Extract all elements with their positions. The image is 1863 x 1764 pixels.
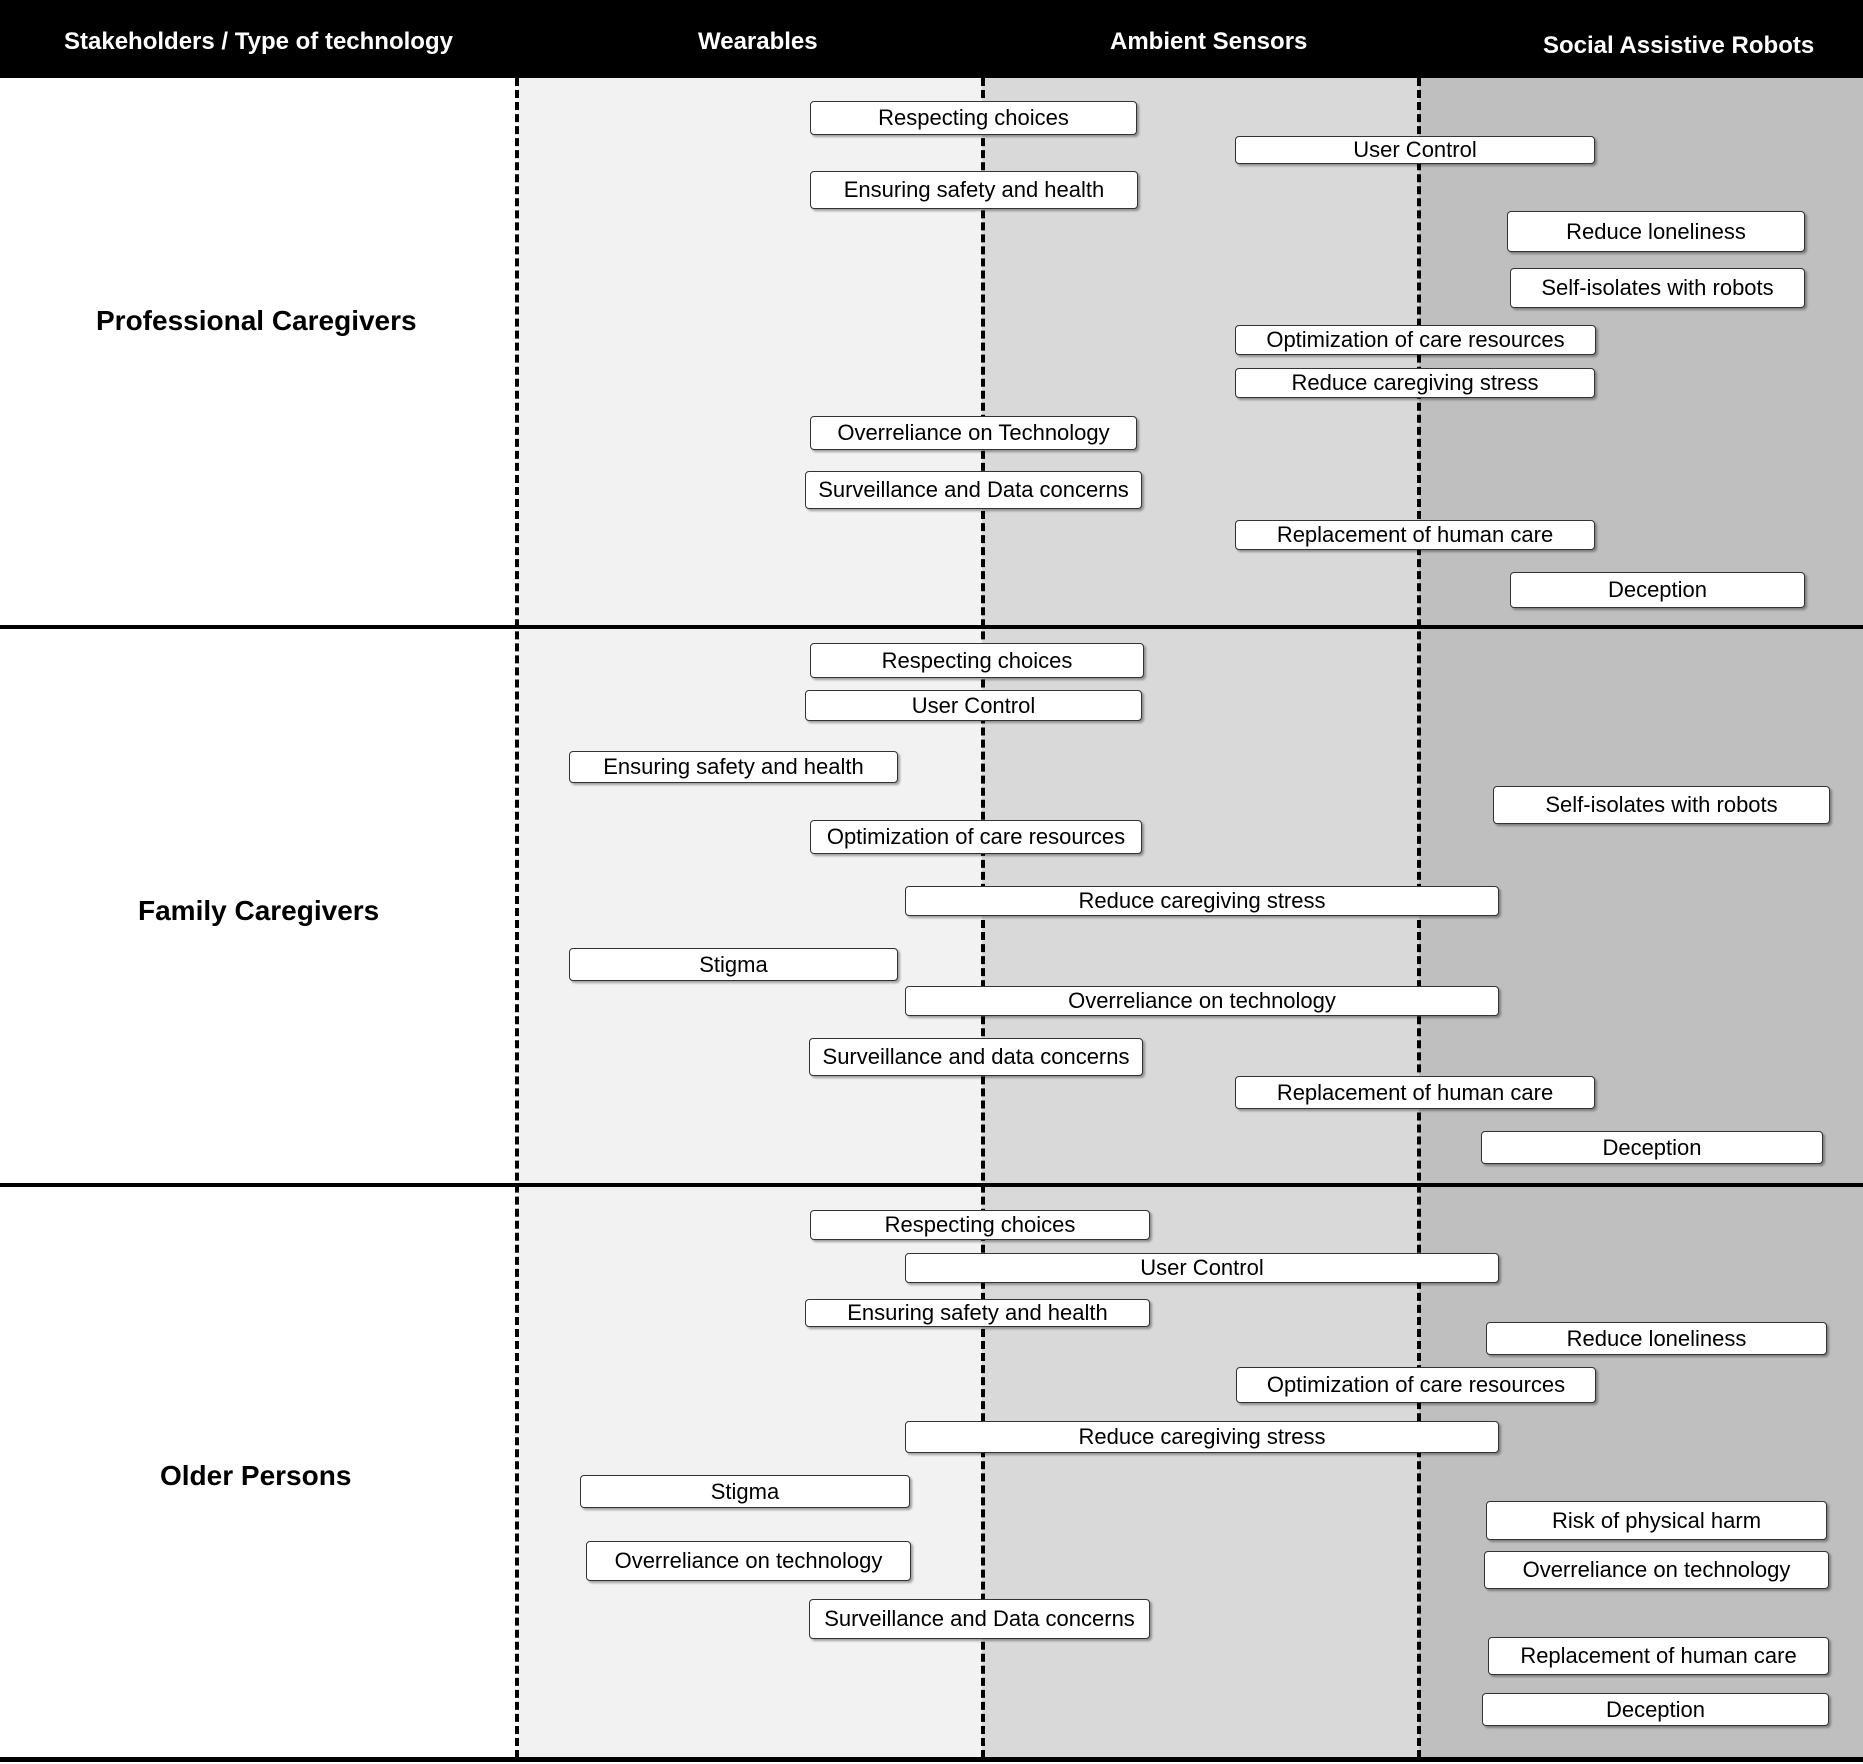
tag-reduce-caregiving-stress: Reduce caregiving stress: [905, 886, 1499, 916]
tag-surveillance-and-data-concerns: Surveillance and Data concerns: [809, 1599, 1150, 1639]
tag-user-control: User Control: [805, 690, 1142, 721]
robots-header: Social Assistive Robots: [1543, 32, 1815, 59]
wearables-ambient-divider: [981, 78, 985, 1758]
row-label-professional-caregivers: Professional Caregivers: [96, 305, 417, 336]
tag-stigma: Stigma: [580, 1475, 910, 1508]
tag-user-control: User Control: [1235, 136, 1595, 164]
tag-replacement-of-human-care: Replacement of human care: [1235, 1076, 1595, 1109]
tag-replacement-of-human-care: Replacement of human care: [1235, 520, 1595, 550]
tag-replacement-of-human-care: Replacement of human care: [1488, 1637, 1829, 1675]
tag-deception: Deception: [1481, 1131, 1823, 1164]
tag-ensuring-safety-and-health: Ensuring safety and health: [805, 1299, 1150, 1327]
tag-self-isolates-with-robots: Self-isolates with robots: [1510, 268, 1805, 308]
tag-respecting-choices: Respecting choices: [810, 1210, 1150, 1240]
tag-reduce-caregiving-stress: Reduce caregiving stress: [1235, 368, 1595, 398]
tag-optimization-of-care-resources: Optimization of care resources: [810, 820, 1142, 854]
header-bar: [0, 0, 1863, 78]
tag-optimization-of-care-resources: Optimization of care resources: [1235, 325, 1596, 355]
tag-user-control: User Control: [905, 1253, 1499, 1283]
tag-overreliance-on-technology: Overreliance on technology: [586, 1541, 911, 1581]
row-label-family-caregivers: Family Caregivers: [138, 895, 380, 926]
tag-stigma: Stigma: [569, 948, 898, 981]
tag-optimization-of-care-resources: Optimization of care resources: [1236, 1367, 1596, 1403]
tag-self-isolates-with-robots: Self-isolates with robots: [1493, 786, 1830, 824]
tag-deception: Deception: [1510, 572, 1805, 608]
tag-deception: Deception: [1482, 1693, 1829, 1726]
row-separator: [0, 1183, 1863, 1187]
row-separator: [0, 1757, 1863, 1762]
tag-respecting-choices: Respecting choices: [810, 643, 1144, 678]
tag-overreliance-on-technology-robots: Overreliance on technology: [1484, 1551, 1829, 1589]
tag-reduce-loneliness: Reduce loneliness: [1507, 211, 1805, 252]
ambient-sensors-header: Ambient Sensors: [1110, 28, 1308, 55]
tag-ensuring-safety-and-health: Ensuring safety and health: [810, 171, 1138, 209]
tag-surveillance-and-data-concerns: Surveillance and data concerns: [809, 1038, 1143, 1076]
tag-overreliance-on-technology: Overreliance on technology: [905, 986, 1499, 1016]
stakeholders-header: Stakeholders / Type of technology: [64, 28, 453, 55]
tag-risk-of-physical-harm: Risk of physical harm: [1486, 1501, 1827, 1540]
row-label-older-persons: Older Persons: [160, 1460, 352, 1491]
tag-overreliance-on-technology: Overreliance on Technology: [810, 416, 1137, 450]
tag-reduce-caregiving-stress: Reduce caregiving stress: [905, 1421, 1499, 1453]
tag-ensuring-safety-and-health: Ensuring safety and health: [569, 751, 898, 783]
label-column-divider: [515, 78, 519, 1758]
tag-surveillance-and-data-concerns: Surveillance and Data concerns: [805, 471, 1142, 509]
tag-respecting-choices: Respecting choices: [810, 101, 1137, 135]
row-separator: [0, 625, 1863, 629]
wearables-header: Wearables: [698, 28, 818, 55]
tag-reduce-loneliness: Reduce loneliness: [1486, 1322, 1827, 1355]
